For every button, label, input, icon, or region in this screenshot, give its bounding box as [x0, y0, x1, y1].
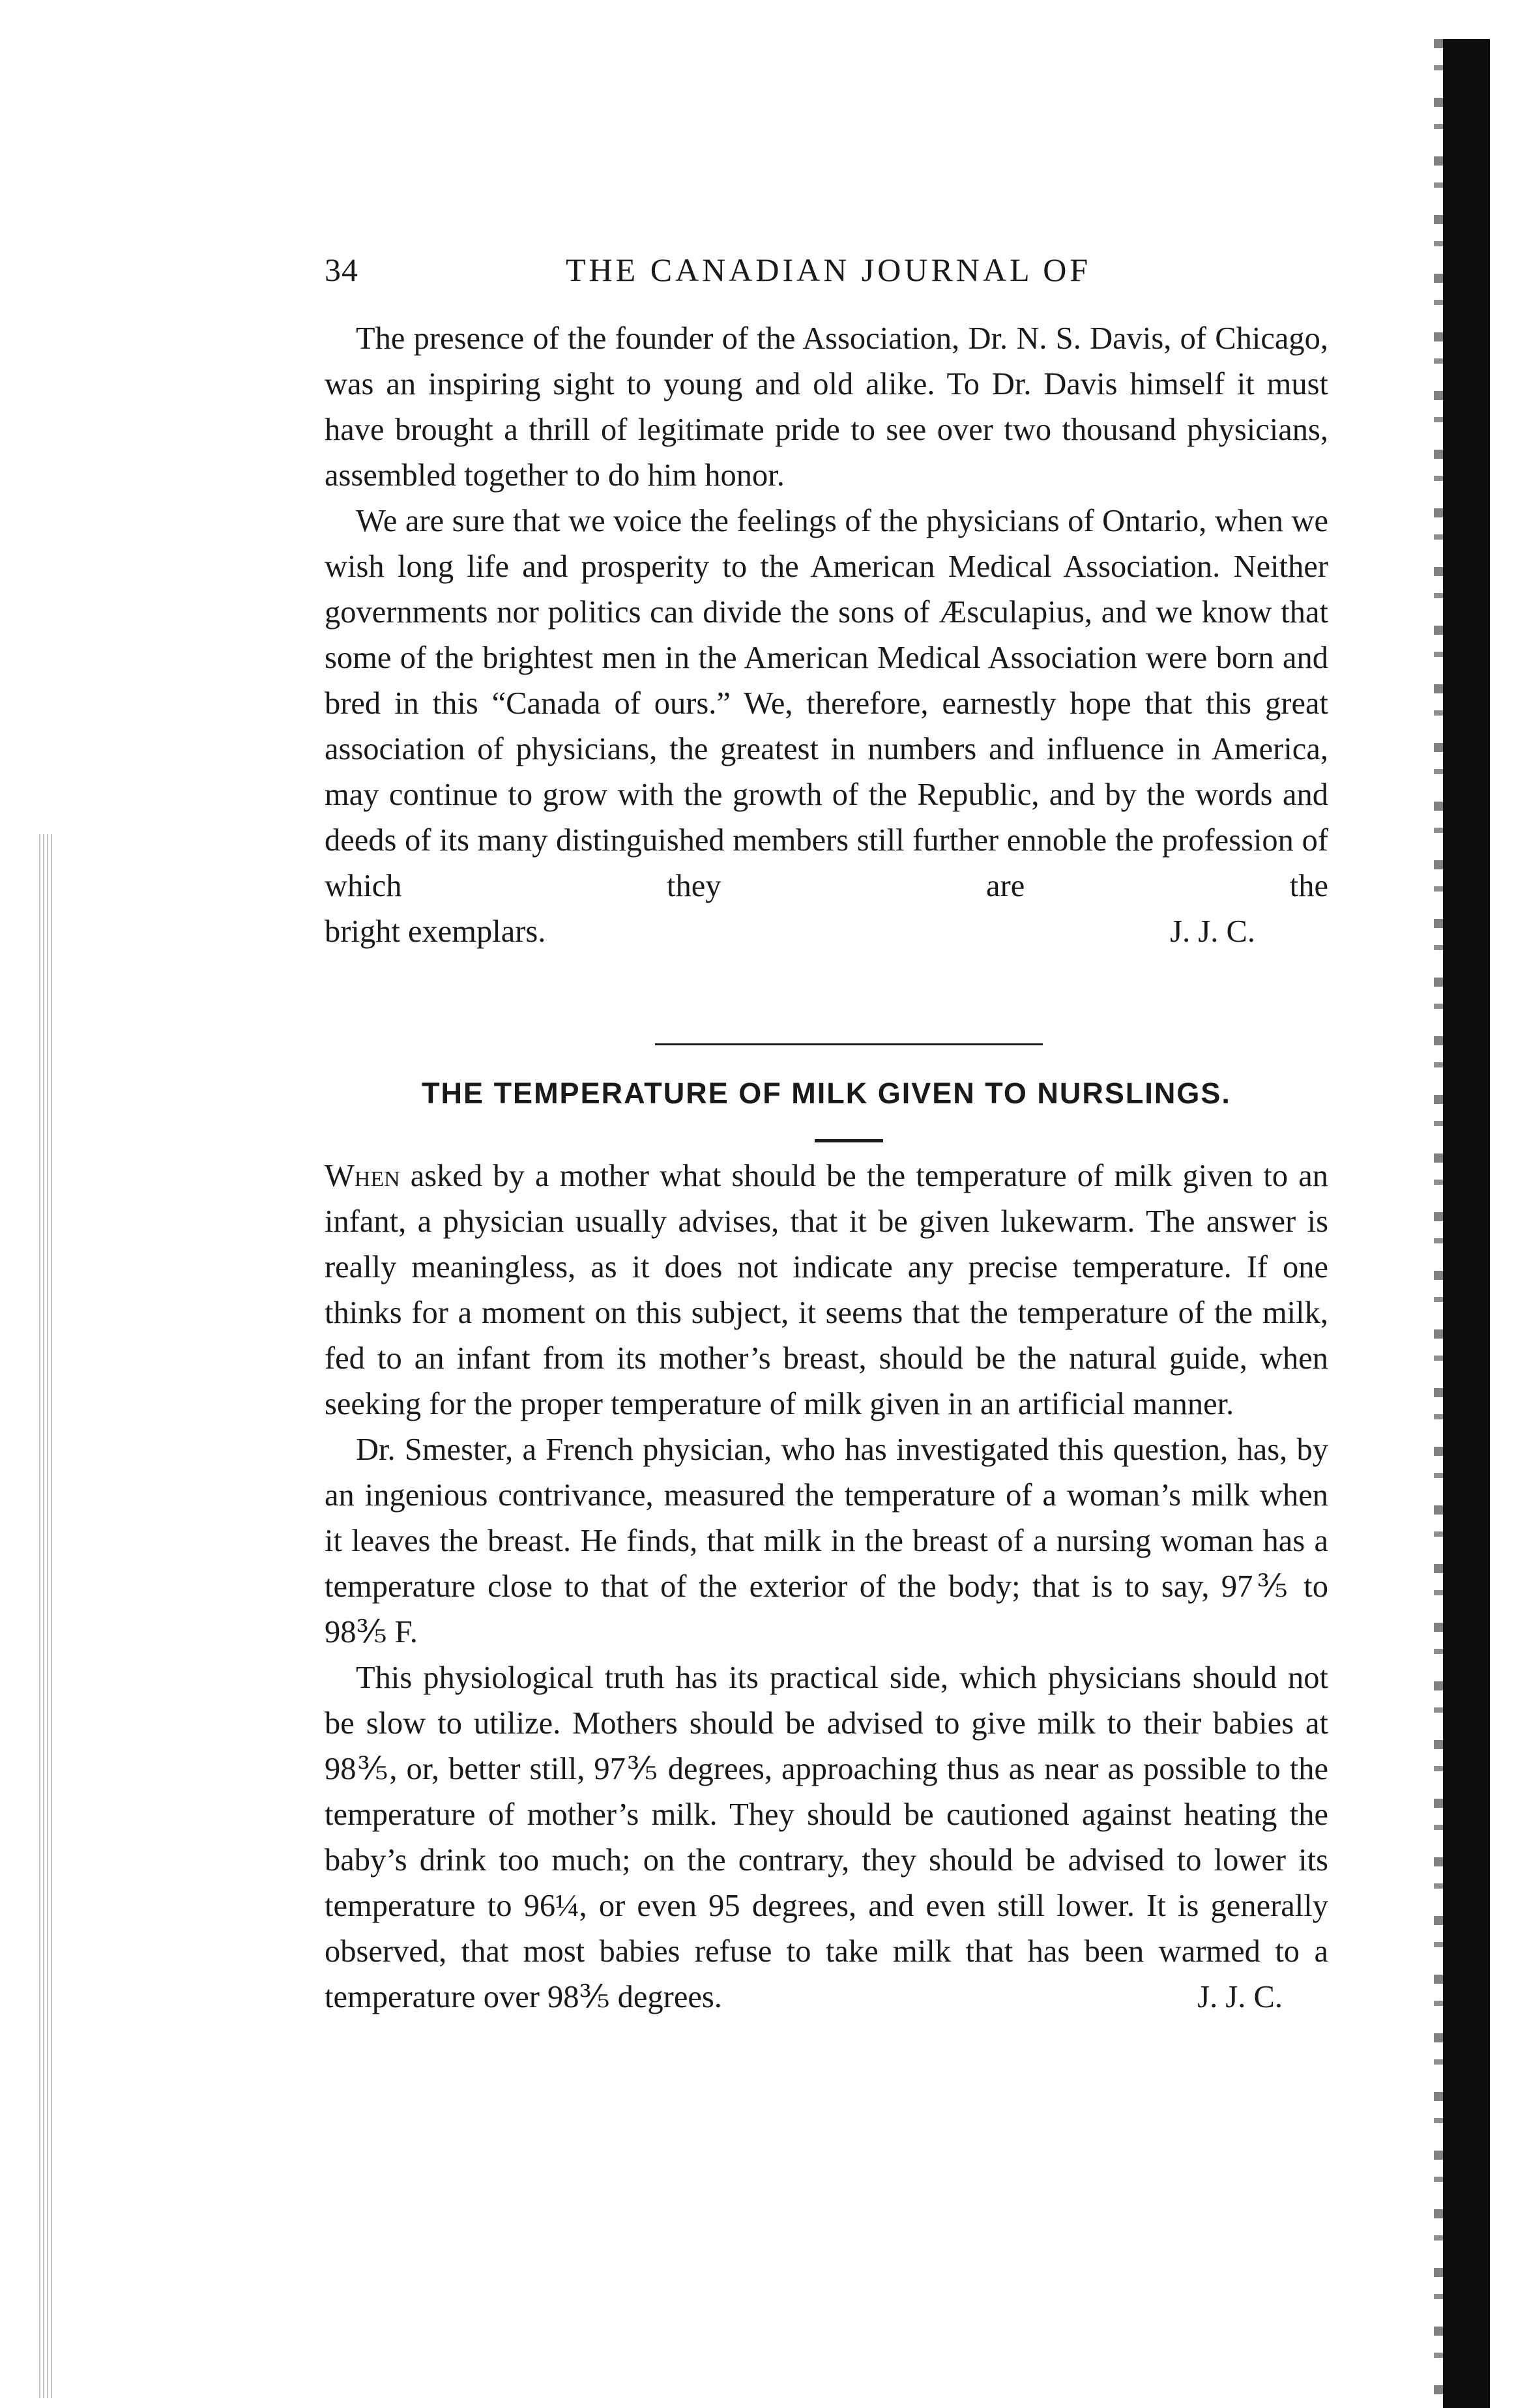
- editorial-paragraph-2: We are sure that we voice the feelings of the physicians of Ontario, when we wish long life and prosperity to the American Medical Association. Neither governments nor politics can divide the sons of Æsculapius, and we know that some of the brightest men in the American Medical Association were born and bred in this “Canada of ours.” We, therefore, earnestly hope that this great association of physicians, the greatest in numbers and influence in America, may continue to grow with the growth of the Republic, and by the words and deeds of its many distinguished members still further ennoble the profession of which they are the: [325, 504, 1328, 903]
- page-number: 34: [325, 252, 358, 288]
- article-paragraph-1: [325, 1153, 1328, 1427]
- article-signature: J. J. C.: [1197, 1980, 1283, 2014]
- editorial-section: [325, 316, 1328, 955]
- section-divider-rule: [655, 1043, 1043, 1045]
- binding-edge: [1443, 39, 1490, 2408]
- editorial-signature: J. J. C.: [1170, 914, 1255, 949]
- article-paragraph-3: [325, 1655, 1328, 2020]
- editorial-last-line: bright exemplars.: [325, 914, 546, 949]
- article-body: [325, 1153, 1328, 2020]
- article-paragraph-3-text: This physiological truth has its practical side, which physicians should not be slow to utilize. Mothers should be advised to give milk to their babies at 98⅗, or, better still, 97⅗ degrees, approaching thus as near as possible to the temperature of mother’s milk. They should be cautioned against heating the baby’s drink too much; on the contrary, they should be advised to lower its temperature to 96¼, or even 95 degrees, and even still lower. It is generally observed, that most babies refuse to take milk that has been warmed to a temperature over 98⅗ degrees.: [325, 1661, 1328, 2014]
- article-paragraph-1-text: asked by a mother what should be the temperature of milk given to an infant, a physician usually advises, that it be given lukewarm. The answer is really meaningless, as it does not indicate any precise temperature. If one thinks for a moment on this subject, it seems that the temperature of the milk, fed to an infant from its mother’s breast, should be the natural guide, when seeking for the proper temperature of milk given in an artificial manner.: [325, 1159, 1328, 1421]
- title-underline-rule: [815, 1139, 883, 1142]
- article-drop-word: When: [325, 1159, 400, 1193]
- scan-gutter-marks: [39, 834, 55, 2398]
- editorial-paragraph-1: The presence of the founder of the Association, Dr. N. S. Davis, of Chicago, was an inspiring sight to young and old alike. To Dr. Davis himself it must have brought a thrill of legitimate pride to see over two thousand physicians, assembled together to do him honor.: [325, 321, 1328, 493]
- running-title: THE CANADIAN JOURNAL OF: [566, 252, 1092, 288]
- article-title: THE TEMPERATURE OF MILK GIVEN TO NURSLINGS.: [422, 1077, 1231, 1110]
- article-paragraph-2: Dr. Smester, a French physician, who has investigated this question, has, by an ingenious contrivance, measured the temperature of a woman’s milk when it leaves the breast. He finds, that milk in the breast of a nursing woman has a temperature close to that of the exterior of the body; that is to say, 97⅗ to 98⅗ F.: [325, 1432, 1328, 1649]
- editorial-closing-line: [325, 909, 1328, 955]
- page-header: [325, 251, 1328, 297]
